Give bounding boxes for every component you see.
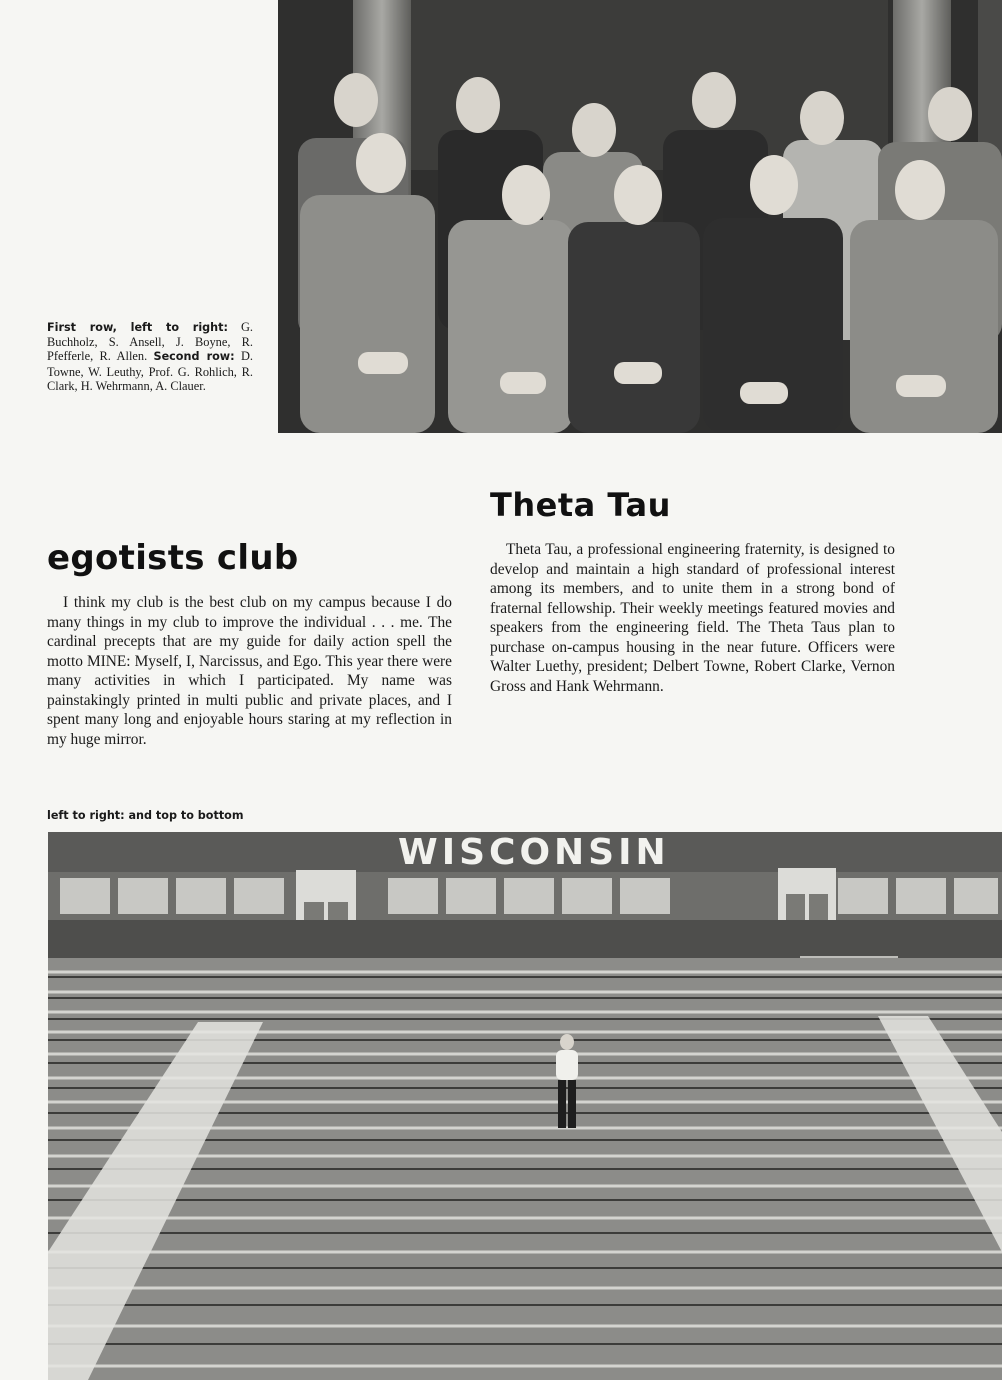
stadium-photo-label: left to right: and top to bottom [47,809,244,822]
wisconsin-sign-text: WISCONSIN [398,832,670,873]
caption-first-row-names: G. Buchholz, S. Ansell, J. Boyne, R. Pfefferle, R. Allen. [47,320,253,364]
egotists-club-body: I think my club is the best club on my campus because I do many things in my club to improve the individual . . . me. The cardinal precepts that are my guide for daily action spell the motto MINE: Myself, I, Narcissus, and Ego. This year there were many activities in which I participated. My name was painstakingly printed in multi public and private places, and I spent many long and enjoyable hours staring at my reflection in my huge mirror. [47,594,452,748]
stadium-photo-image [48,832,1002,1380]
caption-first-row-label: First row, left to right: [47,321,228,334]
stadium-photo [48,832,1002,1380]
theta-tau-body: Theta Tau, a professional engineering fraternity, is designed to develop and maintain a high standard of professional interest among its members, and to unite them in a strong bond of fraternal fellowship. Their weekly meetings featured movies and speakers from the engineering field. The Theta Taus plan to purchase on-campus housing in the near future. Officers were Walter Luethy, president; Delbert Towne, Robert Clarke, Vernon Gross and Hank Wehrmann. [490,541,895,695]
theta-tau-heading: Theta Tau [490,486,671,524]
group-photo-caption [47,320,253,393]
group-photo-image [278,0,1002,433]
caption-second-row-names: D. Towne, W. Leuthy, Prof. G. Rohlich, R. Clark, H. Wehrmann, A. Clauer. [47,349,254,393]
caption-second-row-label: Second row: [153,350,235,364]
group-photo [278,0,1002,433]
egotists-club-heading: egotists club [47,538,299,578]
